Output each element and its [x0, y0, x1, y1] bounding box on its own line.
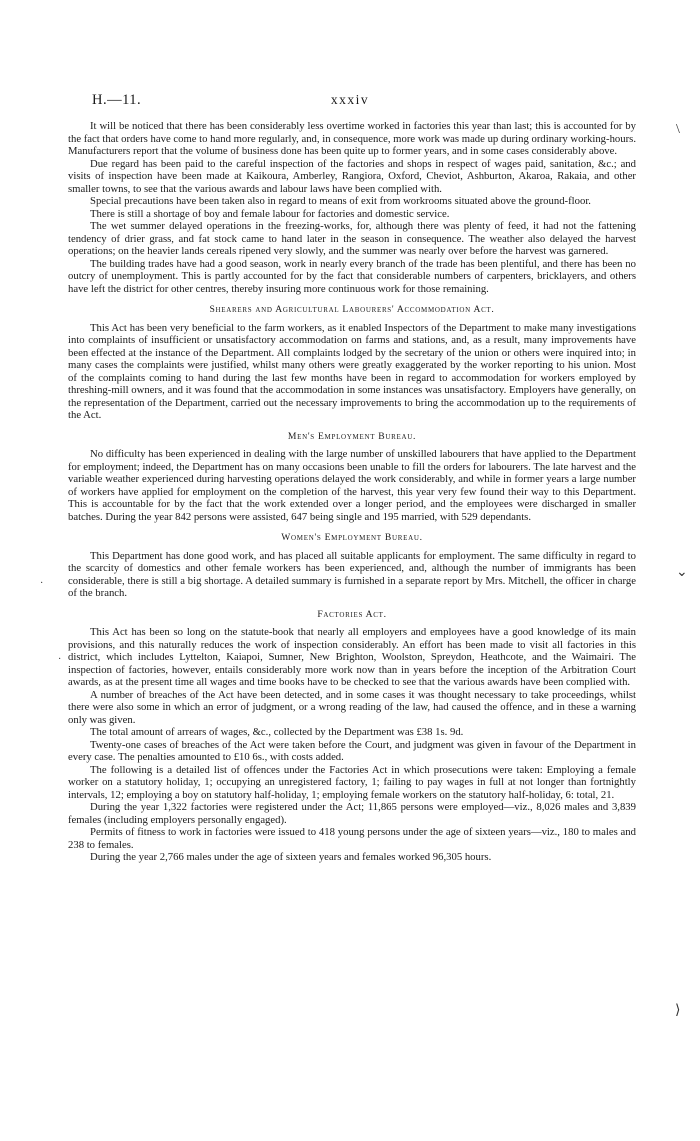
section-heading: Men's Employment Bureau. [287, 430, 417, 442]
margin-arrow-mark: ⌄ [676, 565, 688, 580]
paragraph: This Act has been very beneficial to the farm workers, as it enabled Inspectors of the Department to make many investigations into complaints of insufficient or unsatisfactory accommodation on farms and stations, and, as a result, many improvements have been effected at the instance of the Department. All complaints lodged by the secretary of the union or others were inquired into; in many cases the complaints were justified, whilst many others were greatly exaggerated by the worker reporting to his union. Most of the complaints coming to hand during the last few months have been in regard to accommodation for workers employed by threshing-mill owners, and it was found that the accommodation in some instances was unsatisfactory. Employers have generally, on the representation of the Department, carried out the necessary improvements to bring the accommodation up to the requirements of the Act. [68, 321, 636, 421]
margin-tick-mark: \ [676, 122, 680, 137]
section-heading: Factories Act. [317, 608, 387, 620]
section-intro [68, 120, 636, 295]
paragraph: It will be noticed that there has been considerably less overtime worked in factories this year than last; this is accounted for by the fact that orders have come to hand more regularly, and, in consequence, more work was made up during ordinary working-hours. Manufacturers report that the volume of business done has been quite up to former years, and in some cases considerably above. [68, 120, 636, 157]
paragraph: This Act has been so long on the statute-book that nearly all employers and employees have a good knowledge of its main provisions, and this naturally reduces the work of inspection considerably. An effort has been made to visit all factories in this district, which includes Lyttelton, Kaiapoi, Sumner, New Brighton, Woolston, Spreydon, Heathcote, and the Waimairi. The inspection of factories, however, entails considerably more work now than in years before the inception of the Arbitration Court awards, as at the present time all wages and time books have to be checked to see that the various awards have been complied with. [68, 626, 636, 688]
paragraph: Twenty-one cases of breaches of the Act were taken before the Court, and judgment was given in favour of the Department in every case. The penalties amounted to £10 6s., with costs added. [68, 738, 636, 763]
paragraph: This Department has done good work, and has placed all suitable applicants for employment. The same difficulty in regard to the scarcity of domestics and other female workers has been experienced, and, although the number of immigrants has been considerable, there is still a big shortage. A detailed summary is furnished in a separate report by Mrs. Mitchell, the officer in charge of the branch. [68, 549, 636, 599]
document-body [68, 120, 636, 864]
paragraph: The wet summer delayed operations in the freezing-works, for, although there was plenty of feed, it had not the fattening tendency of drier grass, and fat stock came to hand later in the season in consequence. The weather also delayed the harvest operations; on the heavier lands cereals ripened very slowly, and the summer was nearly over before the harvest was garnered. [68, 220, 636, 257]
paragraph: The building trades have had a good season, work in nearly every branch of the trade has been plentiful, and there has been no outcry of unemployment. This is partly accounted for by the fact that considerable numbers of carpenters, bricklayers, and others have left the district for other centres, thereby insuring more continuous work for those remaining. [68, 257, 636, 295]
section-shearers-act [68, 304, 636, 422]
section-heading: Women's Employment Bureau. [281, 532, 423, 543]
paragraph: Special precautions have been taken also in regard to means of exit from workrooms situated above the ground-floor. [90, 195, 591, 207]
margin-dot-mark: · [58, 654, 62, 665]
paragraph: No difficulty has been experienced in dealing with the large number of unskilled labourers that have applied to the Department for employment; indeed, the Department has on many occasions been unable to fill the orders for labourers. The late harvest and the variable weather experienced during harvesting operations delayed the work considerably, and while in former years a large number of workers have applied for employment on the completion of the harvest, this year very few found their way to this Department. This is accountable for by the fact that the work extended over a longer period, and the employees were discharged in smaller batches. During the year 842 persons were assisted, 647 being single and 195 married, with 529 dependants. [68, 448, 636, 523]
margin-dot-mark: · [40, 578, 44, 589]
paragraph: Due regard has been paid to the careful inspection of the factories and shops in respect of wages paid, sanitation, &c.; and visits of inspection have been made at Kaikoura, Amberley, Rangiora, Oxford, Cheviot, Ashburton, Akaroa, Rakaia, and other smaller towns, to see that the various awards and labour laws have been complied with. [68, 157, 636, 195]
section-heading: Shearers and Agricultural Labourers' Accommodation Act. [209, 304, 495, 315]
section-mens-bureau [68, 431, 636, 524]
paragraph: Permits of fitness to work in factories were issued to 418 young persons under the age of sixteen years—viz., 180 to males and 238 to females. [68, 826, 636, 851]
paragraph: There is still a shortage of boy and female labour for factories and domestic service. [90, 207, 450, 220]
section-factories-act [68, 609, 636, 864]
section-womens-bureau [68, 532, 636, 600]
page-reference: H.—11. [92, 92, 142, 108]
margin-pencil-mark: ⟩ [675, 1003, 681, 1018]
page-number: xxxiv [330, 92, 370, 107]
paragraph: During the year 2,766 males under the age of sixteen years and females worked 96,305 hours. [90, 851, 492, 863]
paragraph: A number of breaches of the Act have been detected, and in some cases it was thought necessary to take proceedings, whilst there were also some in which an error of judgment, or a wrong reading of the law, had caused the offence, and in these a warning only was given. [68, 688, 636, 726]
paragraph: During the year 1,322 factories were registered under the Act; 11,865 persons were employed—viz., 8,026 males and 3,839 females (including employers personally engaged). [68, 801, 636, 826]
paragraph: The total amount of arrears of wages, &c., collected by the Department was £38 1s. 9d. [90, 726, 464, 738]
page-header [92, 92, 608, 112]
paragraph: The following is a detailed list of offences under the Factories Act in which prosecutions were taken: Employing a female worker on a statutory holiday, 1; occupying an unregistered factory, 1; failing to pay wages in full at not longer than fortnightly intervals, 12; employing a boy on statutory half-holiday, 1; employing female workers on the statutory half-holiday, 6: total, 21. [68, 763, 636, 801]
